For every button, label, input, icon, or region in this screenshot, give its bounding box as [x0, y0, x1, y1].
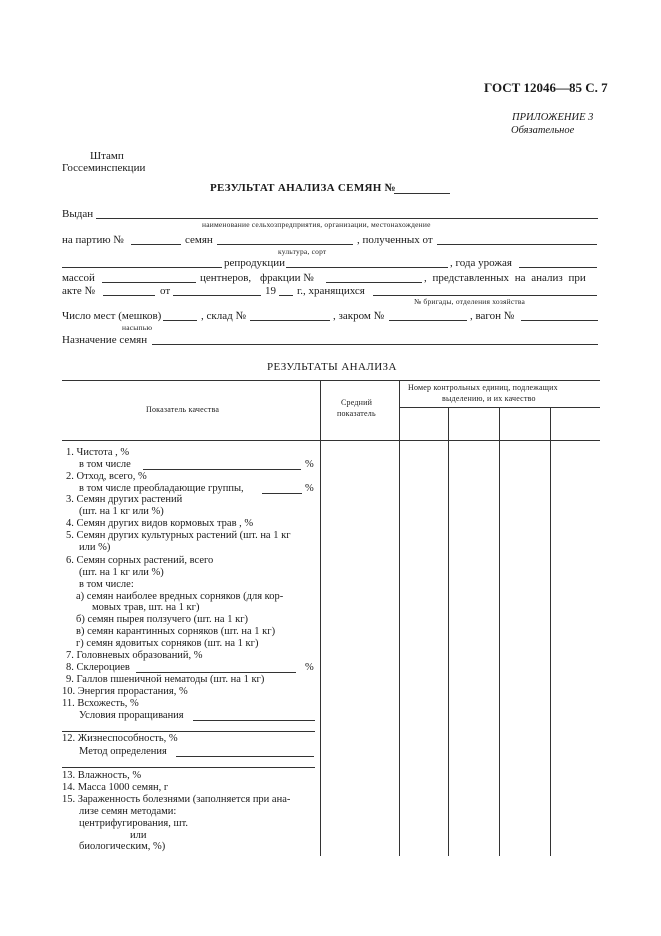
col-units-header-2: выделению, и их качество — [442, 394, 536, 403]
row-other-plants: 3. Семян других растений — [66, 494, 183, 505]
purpose-label: Назначение семян — [62, 334, 148, 346]
col-units-header-1: Номер контрольных единиц, подлежащих — [408, 383, 558, 392]
act-date-field[interactable] — [173, 295, 261, 296]
row-weeds-incl: в том числе: — [79, 579, 134, 590]
row-weeds-b: б) семян пырея ползучего (шт. на 1 кг) — [76, 614, 248, 625]
mass-field[interactable] — [102, 282, 196, 283]
table-col-divider-1 — [320, 380, 321, 856]
appendix-label: ПРИЛОЖЕНИЕ 3 — [512, 112, 594, 123]
table-col-divider-3 — [448, 407, 449, 856]
waste-sub-pct: % — [305, 483, 314, 494]
row-moisture: 13. Влажность, % — [62, 770, 142, 781]
year-19-label: 19 — [265, 285, 276, 297]
row-waste: 2. Отход, всего, % — [66, 471, 147, 482]
germ-conditions-field-2[interactable] — [62, 731, 315, 732]
table-col-divider-2 — [399, 380, 400, 856]
waste-sub-field[interactable] — [262, 493, 302, 494]
viability-method-field[interactable] — [176, 756, 314, 757]
fraction-field[interactable] — [326, 282, 422, 283]
reproduction-field[interactable] — [286, 267, 448, 268]
purity-sub-pct: % — [305, 459, 314, 470]
submitted-label: , представленных на анализ при — [424, 272, 586, 284]
table-header-border — [62, 440, 600, 441]
row-germ-energy: 10. Энергия прорастания, % — [62, 686, 188, 697]
bin-field[interactable] — [389, 320, 467, 321]
row-cultivated-unit: или %) — [79, 542, 111, 553]
table-col-divider-4 — [499, 407, 500, 856]
row-forage-grass: 4. Семян других видов кормовых трав , % — [66, 518, 254, 529]
analysis-number-field[interactable] — [394, 193, 450, 194]
act-label: акте № — [62, 285, 96, 297]
row-weeds-a-cont: мовых трав, шт. на 1 кг) — [92, 602, 200, 613]
row-weeds-v: в) семян карантинных сорняков (шт. на 1 кг) — [76, 626, 276, 637]
issued-note: наименование сельхозпредприятия, организации, местонахождение — [202, 220, 431, 229]
warehouse-label: , склад № — [201, 310, 246, 322]
row-germ-conditions: Условия проращивания — [79, 710, 184, 721]
from-label: от — [160, 285, 171, 297]
row-smut: 7. Головневых образований, % — [66, 650, 203, 661]
row-disease-or: или — [130, 830, 147, 841]
batch-label: на партию № — [62, 234, 124, 246]
issued-field[interactable] — [96, 218, 598, 219]
wagon-field[interactable] — [521, 320, 598, 321]
crop-variety-field[interactable] — [62, 267, 222, 268]
purity-sub-field[interactable] — [143, 469, 301, 470]
row-disease-bio: биологическим, %) — [79, 841, 166, 852]
act-number-field[interactable] — [103, 295, 155, 296]
issued-label: Выдан — [62, 208, 94, 220]
mandatory-label: Обязательное — [511, 125, 575, 136]
seeds-label: семян — [185, 234, 213, 246]
form-title: РЕЗУЛЬТАТ АНАЛИЗА СЕМЯН № — [210, 182, 397, 194]
seeds-field[interactable] — [217, 244, 353, 245]
table-top-border — [62, 380, 600, 381]
table-col-divider-5 — [550, 407, 551, 856]
stamp-authority: Госсеминспекции — [62, 162, 146, 174]
brigade-note: № бригады, отделения хозяйства — [414, 297, 526, 306]
row-weeds-unit: (шт. на 1 кг или %) — [79, 567, 164, 578]
fraction-label: фракции № — [260, 272, 314, 284]
centners-label: центнеров, — [200, 272, 252, 284]
reproduction-label: репродукции — [224, 257, 286, 269]
sclerotia-pct: % — [305, 662, 314, 673]
bin-label: , закром № — [333, 310, 385, 322]
received-from-field[interactable] — [437, 244, 597, 245]
wagon-label: , вагон № — [470, 310, 515, 322]
places-field[interactable] — [163, 320, 197, 321]
row-galls: 9. Галлов пшеничной нематоды (шт. на 1 кг) — [66, 674, 265, 685]
row-disease-cont: лизе семян методами: — [79, 806, 177, 817]
places-label: Число мест (мешков) — [62, 310, 162, 322]
germ-conditions-field[interactable] — [193, 720, 315, 721]
col-indicator-header: Показатель качества — [146, 405, 220, 414]
results-title: РЕЗУЛЬТАТЫ АНАЛИЗА — [267, 361, 397, 373]
row-weeds-g: г) семян ядовитых сорняков (шт. на 1 кг) — [76, 638, 259, 649]
row-other-plants-unit: (шт. на 1 кг или %) — [79, 506, 164, 517]
act-year-field[interactable] — [279, 295, 293, 296]
row-cultivated: 5. Семян других культурных растений (шт. на 1 кг — [66, 530, 291, 541]
row-viability: 12. Жизнеспособность, % — [62, 733, 178, 744]
warehouse-field[interactable] — [250, 320, 330, 321]
row-viability-method: Метод определения — [79, 746, 167, 757]
crop-note: культура, сорт — [278, 247, 327, 256]
batch-number-field[interactable] — [131, 244, 181, 245]
stored-label: г., хранящихся — [297, 285, 365, 297]
year-label: , года урожая — [450, 257, 512, 269]
row-1000-mass: 14. Масса 1000 семян, г — [62, 782, 169, 793]
stamp-label: Штамп — [90, 150, 124, 162]
col-avg-header-2: показатель — [337, 409, 376, 418]
mass-label: массой — [62, 272, 95, 284]
doc-reference: ГОСТ 12046—85 С. 7 — [484, 80, 608, 95]
row-germination: 11. Всхожесть, % — [62, 698, 139, 709]
sclerotia-field[interactable] — [136, 672, 296, 673]
row-purity: 1. Чистота , % — [66, 447, 130, 458]
row-weeds: 6. Семян сорных растений, всего — [66, 555, 214, 566]
harvest-year-field[interactable] — [519, 267, 597, 268]
col-avg-header-1: Средний — [341, 398, 373, 407]
viability-method-field-2[interactable] — [62, 767, 315, 768]
row-waste-sub: в том числе преобладающие группы, — [79, 483, 244, 494]
purpose-field[interactable] — [152, 344, 598, 345]
bulk-note: насыпью — [122, 323, 153, 332]
row-disease-centrifuge: центрифугирования, шт. — [79, 818, 189, 829]
row-sclerotia: 8. Склероциев — [66, 662, 130, 673]
row-disease: 15. Зараженность болезнями (заполняется при ана- — [62, 794, 291, 805]
received-from-label: , полученных от — [357, 234, 433, 246]
row-purity-sub: в том числе — [79, 459, 131, 470]
storage-field[interactable] — [373, 295, 597, 296]
row-weeds-a: а) семян наиболее вредных сорняков (для кор- — [76, 591, 284, 602]
